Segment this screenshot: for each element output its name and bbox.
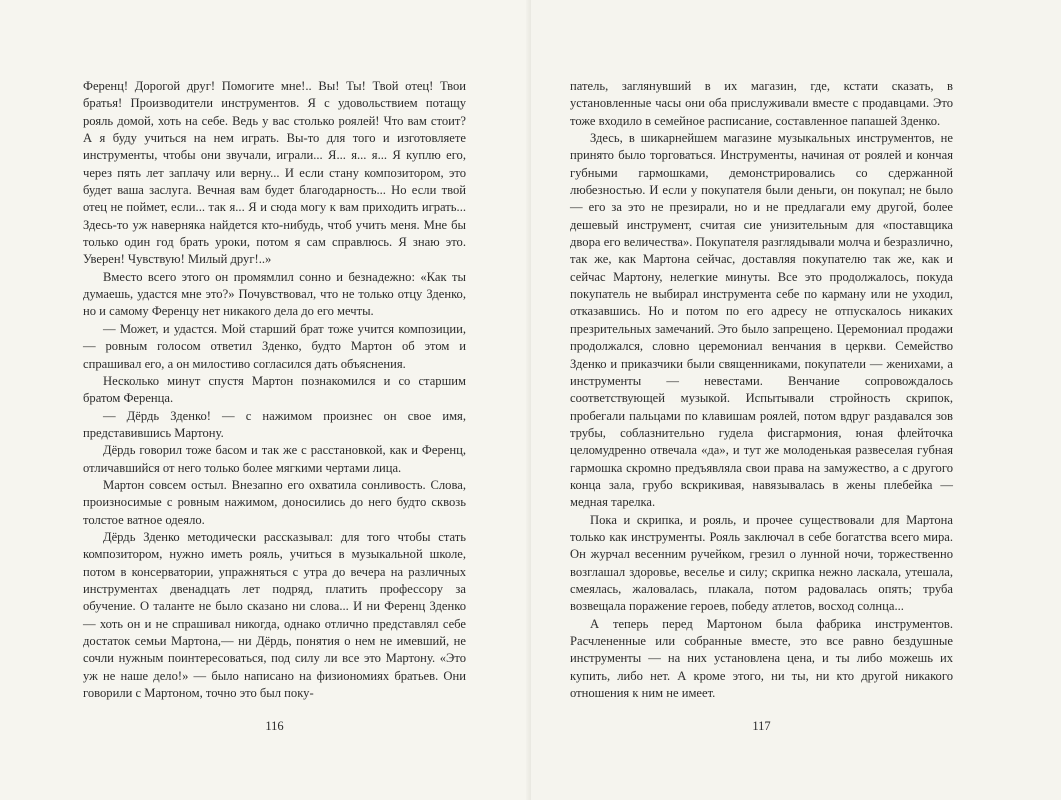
left-page-text xyxy=(83,78,466,702)
left-page xyxy=(0,0,530,800)
paragraph: Пока и скрипка, и рояль, и прочее существовали для Мартона только как инструменты. Рояль заключал в себе богатства всего мира. Он журчал весенним ручейком, грезил о лунной ночи, торжественно возглашал здоровье, веселье и силу; скрипка нежно ласкала, утешала, смеялась, жаловалась, плакала, потом радовалась опять; труба возвещала поражение героев, победу атлетов, восход солнца... xyxy=(570,512,953,614)
paragraph: Несколько минут спустя Мартон познакомился и со старшим братом Ференца. xyxy=(83,373,466,406)
paragraph: патель, заглянувший в их магазин, где, кстати сказать, в установленные часы они оба прислуживали вместе с продавцами. Это тоже входило в семейное расписание, составленное папашей Зденко. xyxy=(570,79,953,128)
page-number: 117 xyxy=(752,719,771,733)
right-page xyxy=(531,0,1061,800)
page-number: 116 xyxy=(265,719,284,733)
paragraph: Вместо всего этого он промямлил сонно и безнадежно: «Как ты думаешь, удастся мне это?» Почувствовал, что не только отцу Зденко, но и самому Ференцу нет никакого дела до его мечты. xyxy=(83,269,466,319)
paragraph: Мартон совсем остыл. Внезапно его охватила сонливость. Слова, произносимые с ровным нажимом, доносились до него будто сквозь толстое ватное одеяло. xyxy=(83,477,466,527)
paragraph: Здесь, в шикарнейшем магазине музыкальных инструментов, не принято было торговаться. Инструменты, начиная от роялей и кончая губными гармошками, демонстрировались со сдержанной любезностью. И если у покупателя были деньги, он покупал; не было — его за это не презирали, но и не предлагали ему другой, более дешевый инструмент, считая сие унизительным для «поставщика двора его величества». Покупателя разглядывали молча и безразлично, так же, как Мартона сейчас, доставляя покупателю так же, как и сейчас Мартону, нелегкие минуты. Все это продолжалось, покуда покупатель не выбирал инструмента себе по карману или не уходил, отказавшись. Но и потом по его адресу не отпускалось никаких презрительных замечаний. Это было запрещено. Церемониал продажи продолжался, словно церемониал венчания в церкви. Семейство Зденко и приказчики были священниками, покупатели — женихами, а инструменты — невестами. Венчание сопровождалось соответствующей музыкой. Испытывали стройность скрипок, пробегали пальцами по клавишам роялей, потом вдруг раздавался зов трубы, соблазнительно гудела фисгармония, юная флейточка целомудренно отвечала «да», и тут же молоденькая развеселая губная гармошка скромно предъявляла свои права на замужество, а с другого конца зала, грубо вскрикивая, навязывалась в жены плебейка — медная тарелка. xyxy=(570,131,953,510)
paragraph: — Дёрдь Зденко! — с нажимом произнес он свое имя, представившись Мартону. xyxy=(83,408,466,440)
paragraph: Дёрдь Зденко методически рассказывал: для того чтобы стать композитором, нужно иметь рояль, учиться в музыкальной школе, потом в консерватории, упражняться с утра до вечера на различных инструментах двенадцать лет подряд, платить профессору за обучение. О таланте не было сказано ни слова... И ни Ференц Зденко — хоть он и не спрашивал никогда, однако отлично представлял себе достаток семьи Мартона,— ни Дёрдь, понятия о нем не имевший, не сочли нужным поинтересоваться, под силу ли все это Мартону. «Это уж не наше дело!» — было написано на физиономиях братьев. Они говорили с Мартоном, точно это был поку- xyxy=(83,529,466,701)
right-page-text xyxy=(570,78,953,702)
paragraph: Дёрдь говорил тоже басом и так же с расстановкой, как и Ференц, отличавшийся от него только более мягкими чертами лица. xyxy=(83,443,466,475)
paragraph: — Может, и удастся. Мой старший брат тоже учится композиции,— ровным голосом ответил Зденко, будто Мартон об этом и спрашивал его, а он милостиво согласился дать объяснения. xyxy=(83,321,466,371)
paragraph: Ференц! Дорогой друг! Помогите мне!.. Вы! Ты! Твой отец! Твои братья! Производители инструментов. Я с удовольствием потащу рояль домой, хоть на себе. Ведь у вас столько роялей! Что вам стоит? А я буду учиться на нем играть. Вы-то для того и изготовляете инструменты, чтобы они звучали, играли... Я... я... я... Я куплю его, через пять лет заплачу или верну... И если стану композитором, это будет ваша заслуга. Вечная вам будет благодарность... Но если твой отец не поймет, если... так я... Я и сюда могу к вам приходить играть... Здесь-то уж наверняка найдется кто-нибудь, чтоб учить меня. Мне бы только один год брать уроки, потом я сам справлюсь. Я знаю это. Уверен! Чувствую! Милый друг!..» xyxy=(83,79,466,267)
paragraph: А теперь перед Мартоном была фабрика инструментов. Расчлененные или собранные вместе, это все равно бездушные инструменты — на них установлена цена, и ты либо можешь их купить, либо нет. А кроме этого, ни ты, ни кто другой никакого отношения к ним не имеет. xyxy=(570,616,953,701)
